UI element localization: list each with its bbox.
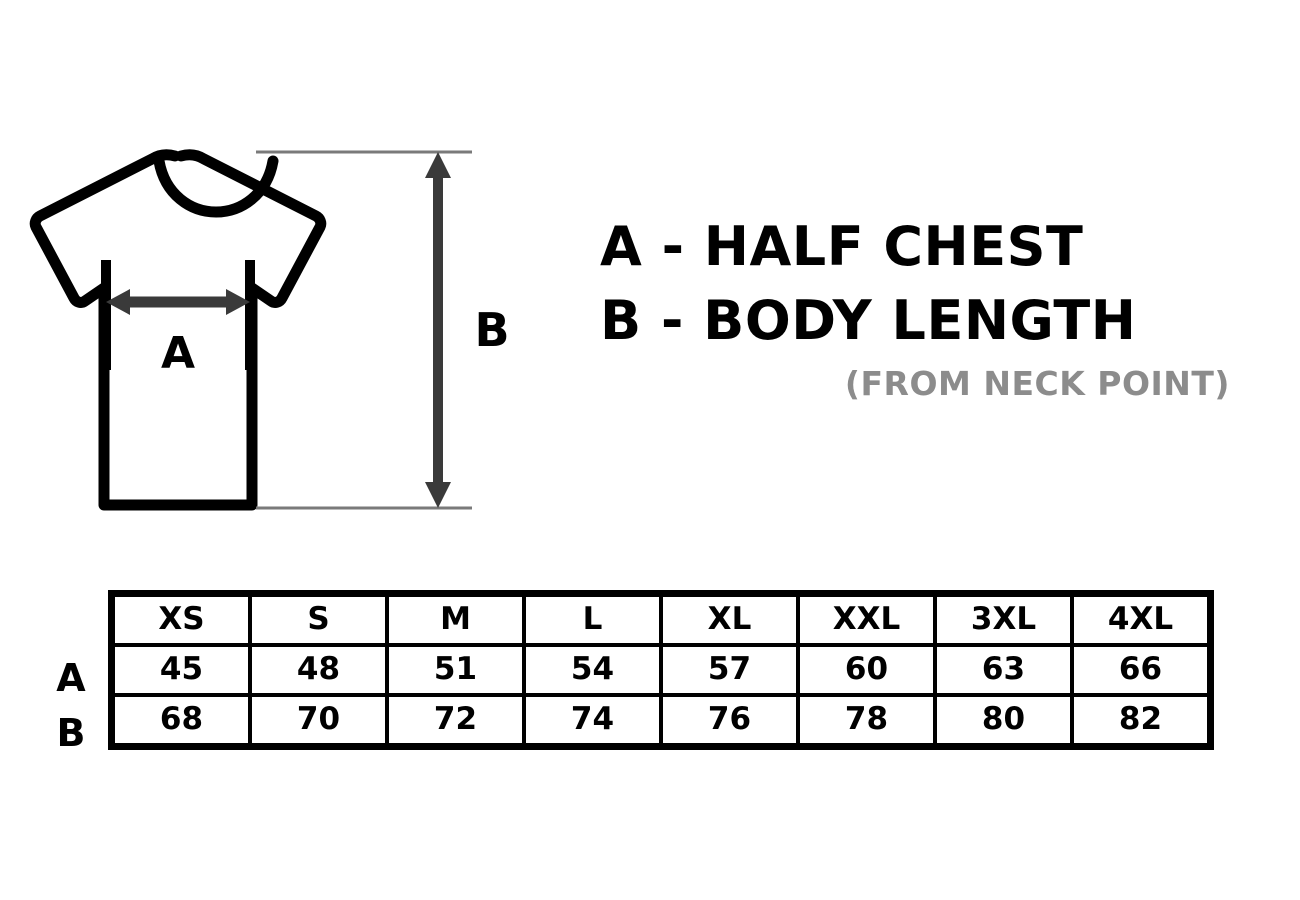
size-header-cell: XL bbox=[661, 594, 798, 646]
measure-a-cell: 60 bbox=[798, 645, 935, 695]
table-row bbox=[112, 695, 1211, 747]
measure-a-cell: 51 bbox=[387, 645, 524, 695]
size-header-cell: L bbox=[524, 594, 661, 646]
measure-b-cell: 70 bbox=[250, 695, 387, 747]
body-length-dimension-arrow bbox=[425, 152, 451, 508]
size-header-cell: XS bbox=[112, 594, 251, 646]
body-length-measure-label: B bbox=[474, 303, 510, 357]
row-label-a: A bbox=[56, 656, 86, 700]
tshirt-diagram-svg bbox=[20, 120, 520, 540]
chest-measure-label: A bbox=[160, 328, 196, 379]
measure-a-cell: 54 bbox=[524, 645, 661, 695]
legend-half-chest: A - HALF CHEST bbox=[600, 215, 1084, 278]
row-label-b: B bbox=[56, 711, 86, 755]
measure-a-cell: 57 bbox=[661, 645, 798, 695]
size-table-row-labels bbox=[40, 590, 108, 775]
legend bbox=[600, 215, 1240, 403]
legend-from-neck-point: (FROM NECK POINT) bbox=[844, 364, 1230, 404]
legend-body-length: B - BODY LENGTH bbox=[600, 288, 1137, 352]
measure-b-cell: 74 bbox=[524, 695, 661, 747]
measure-a-cell: 66 bbox=[1072, 645, 1211, 695]
measure-b-cell: 76 bbox=[661, 695, 798, 747]
measure-b-cell: 82 bbox=[1072, 695, 1211, 747]
size-header-cell: M bbox=[387, 594, 524, 646]
measure-b-cell: 78 bbox=[798, 695, 935, 747]
table-row-headers bbox=[112, 594, 1211, 646]
size-header-cell: XXL bbox=[798, 594, 935, 646]
size-header-cell: 4XL bbox=[1072, 594, 1211, 646]
measure-b-cell: 72 bbox=[387, 695, 524, 747]
measure-a-cell: 63 bbox=[935, 645, 1072, 695]
size-header-cell: 3XL bbox=[935, 594, 1072, 646]
measure-a-cell: 45 bbox=[112, 645, 251, 695]
size-table bbox=[108, 590, 1214, 750]
size-header-cell: S bbox=[250, 594, 387, 646]
measure-b-cell: 80 bbox=[935, 695, 1072, 747]
measure-b-cell: 68 bbox=[112, 695, 251, 747]
tshirt-measurement-diagram bbox=[20, 120, 520, 540]
table-row bbox=[112, 645, 1211, 695]
measure-a-cell: 48 bbox=[250, 645, 387, 695]
size-table-container bbox=[40, 590, 1255, 775]
